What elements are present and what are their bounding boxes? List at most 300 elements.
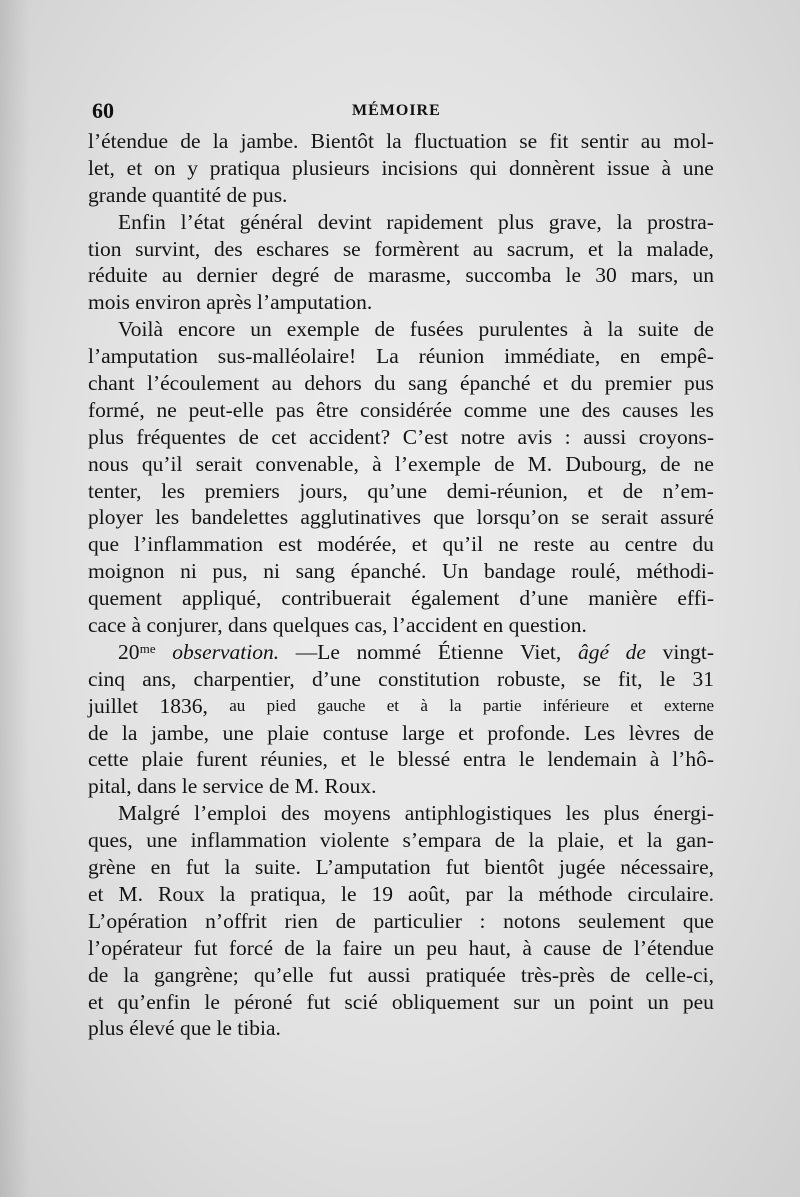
word: la [528,828,544,853]
word: bientôt [484,855,545,880]
word: épanché [459,371,531,396]
word: juillet [88,693,139,718]
word: cause [543,935,591,960]
word: succomba [465,263,552,288]
word: est [278,532,303,557]
word: de [693,720,714,745]
word: par [465,881,493,906]
word: après [206,290,252,315]
word: de [693,317,714,342]
word: que [88,532,120,557]
word: qu’elle [253,962,314,987]
word: à [649,747,660,772]
text-line [88,289,714,316]
word: l’état [180,209,225,234]
word: de [284,935,305,960]
word: peu [426,935,458,960]
word: des [213,236,243,261]
word: l’hô- [672,747,714,772]
text-line [88,962,714,989]
word: sang [408,371,448,396]
word: Un [442,559,469,584]
word: M. [527,451,553,476]
word: de [333,263,354,288]
word: particulier [373,908,462,933]
text-line [88,854,714,881]
word: let, [88,155,115,180]
word: plus [497,209,534,234]
word: mois [88,290,130,315]
word: lorsqu’on [476,505,559,530]
word: causes [622,397,679,422]
word: également [411,586,500,611]
word: la [224,855,240,880]
word: rien [284,908,318,933]
word: à [661,155,672,180]
word: et [587,478,604,503]
word: ni [263,559,280,584]
word: centre [624,532,678,557]
word: âgé [577,639,609,664]
word: le [518,747,535,772]
word: le [565,263,582,288]
word: pratiqua, [250,881,326,906]
word: fut [193,935,218,960]
word: une [682,155,714,180]
word: effi- [677,586,714,611]
word: lendemain [547,747,637,772]
word: quement [88,586,163,611]
word: au [589,532,610,557]
word: issue [606,155,650,180]
word: nécessaire, [620,855,714,880]
word: de [226,182,247,207]
word: au [640,129,662,153]
text-line [88,343,714,370]
word: le [204,989,220,1014]
word: scié [344,989,378,1014]
word: très-près [520,962,595,987]
word: appliqué, [181,586,262,611]
word: ployer [88,505,143,530]
word: blessé [397,747,451,772]
word: la [646,828,663,853]
word: à [522,935,532,960]
word: vingt- [662,639,714,664]
word: faire [342,935,383,960]
text-line [88,612,714,639]
word: fusées [409,317,464,342]
word: plus [88,424,124,449]
word: une [222,720,254,745]
word: exemple [286,317,360,342]
word: marasme, [368,263,452,288]
word: n’em- [662,478,714,503]
word: 30 [595,263,617,288]
word: chant [88,371,135,396]
word: de [609,962,631,987]
word: plusieurs [292,155,370,180]
word: empê- [660,344,714,369]
word: avis [517,424,553,449]
page-number: 60 [92,98,114,123]
word: les [565,801,590,826]
word: méthode [538,881,613,906]
word: 31 [692,666,714,691]
word: ans, [142,666,177,691]
text-line [88,155,714,182]
word: Dubourg, [565,451,647,476]
word: cace [88,613,127,638]
word: rapidement [386,209,484,234]
word: service [202,774,264,799]
word: comme [463,397,528,422]
word: fit, [618,666,643,691]
word: C’est [402,424,449,449]
word: grande [88,182,147,207]
word: réduite [88,263,148,288]
word: sacrum, [506,236,575,261]
word: cet [271,424,297,449]
word: que [179,1016,211,1041]
word: se [519,129,538,153]
word: entra [463,747,506,772]
word: : [479,908,486,933]
word: à [583,317,593,342]
text-line [88,908,714,935]
word: plus [603,801,640,826]
word: ques, [88,828,133,853]
word: le [216,1016,232,1041]
word: pus [684,371,714,396]
word: dehors [304,371,362,396]
word: agglutinatives [300,505,421,530]
word: considérée [360,397,452,422]
word: Viet, [520,639,562,664]
word: grave, [548,209,602,234]
word: de [660,451,681,476]
word: contribuerait [281,586,392,611]
word: pas [275,397,305,422]
word: partie [482,695,522,715]
word: le [659,666,676,691]
word: de [602,935,623,960]
word: bandelettes [191,505,289,530]
text-line [88,209,714,236]
word: : [564,424,571,449]
word: l’exemple [394,451,481,476]
word: du [692,532,714,557]
word: La [376,344,399,369]
word: pied [266,695,296,715]
word: un [553,989,576,1014]
word: être [316,397,349,422]
word: plaie, [557,828,605,853]
word: l’accident [392,613,478,638]
word: M. [118,881,144,906]
word: réunies, [260,747,328,772]
text-line [88,585,714,612]
word: M. [294,774,320,799]
word: lèvres [628,720,681,745]
word: notre [460,424,505,449]
word: s’empara [402,828,482,853]
word: d’une [519,586,569,611]
text-line [88,128,714,155]
word: tenter, [88,478,142,503]
word: plaie [141,747,184,772]
word: suite. [254,855,301,880]
word: pus, [212,559,248,584]
word: sur [513,989,540,1014]
word: de [180,129,201,153]
word: les [161,478,185,503]
word: pratiquée [425,962,506,987]
word: antiphlogistiques [404,801,552,826]
word: que [433,505,465,530]
word: aussi [583,424,627,449]
word: plus [88,1016,124,1041]
word: circulaire. [627,881,714,906]
word: de [238,424,259,449]
word: serait [601,505,648,530]
word: fut [445,855,470,880]
word: furent [196,747,248,772]
word: en [150,855,171,880]
word: sus-malléolaire! [217,344,357,369]
word: de [374,317,395,342]
word: de [625,639,646,664]
word: Bientôt [310,129,374,153]
word: plaie [267,720,310,745]
word: quantité [151,182,222,207]
text-line [88,693,714,720]
word: inflammation [190,828,307,853]
word: reste [533,532,575,557]
word: se [342,236,361,261]
word: cinq [88,666,126,691]
word: une [146,828,178,853]
word: violente [319,828,390,853]
word: en [620,344,641,369]
word: que [682,908,714,933]
word: au [229,695,246,715]
word: formé, [88,397,145,422]
word: de [335,908,356,933]
word: jambe. [240,129,299,153]
word: l’étendue [633,935,714,960]
text-line [88,182,714,209]
word: et [542,371,559,396]
word: aussi [367,962,411,987]
word: dernier [196,263,258,288]
word: jambe, [151,720,209,745]
word: on [153,155,176,180]
word: roulé, [571,559,621,584]
word: et [588,236,604,261]
word: L’amputation [315,855,431,880]
word: eschares [256,236,330,261]
word: la [315,935,332,960]
word: se [571,505,590,530]
word: large [402,720,445,745]
word: nommé [356,639,422,664]
text-line [88,262,714,289]
word: fut [306,989,331,1014]
word: degré [271,263,320,288]
word: de [88,962,109,987]
word: l’écoulement [147,371,260,396]
word: Les [584,720,616,745]
word: fut [185,855,210,880]
word: moignon [88,559,165,584]
word: contuse [322,720,389,745]
word: la [121,720,138,745]
word: fluctuation [413,129,508,153]
word: l’opérateur [88,935,183,960]
word: de [88,720,109,745]
word: en [482,613,504,638]
text-line [88,827,714,854]
text-line [88,531,714,558]
text-line [88,720,714,747]
word: tion [88,236,122,261]
word: un [250,317,272,342]
word: purulentes [478,317,569,342]
word: l’inflammation [134,532,264,557]
word: y [187,155,198,180]
word: question. [508,613,587,638]
word: quelques [272,613,350,638]
word: de [494,828,515,853]
word: 20ᵐᵉ [118,639,156,664]
word: et [340,747,357,772]
word: haut, [468,935,512,960]
word: au [271,371,292,396]
word: un [692,263,714,288]
word: d’une [311,666,361,691]
word: peu [682,989,714,1014]
word: premiers [204,478,280,503]
word: fut [328,962,353,987]
word: cette [88,747,129,772]
word: qu’il [141,451,183,476]
word: général [239,209,303,234]
word: formèrent [374,236,460,261]
word: une [538,397,570,422]
text-line [88,316,714,343]
word: et [630,695,643,715]
word: profonde. [487,720,571,745]
word: le [340,881,357,906]
word: convenable, [255,451,359,476]
text-line [88,666,714,693]
word: des [281,801,310,826]
word: ne [693,451,714,476]
word: environ [135,290,201,315]
word: méthodi- [636,559,714,584]
word: un [393,935,415,960]
word: Voilà [118,317,163,342]
word: jours, [299,478,348,503]
word: Malgré [118,801,181,826]
word: constitution [378,666,480,691]
word: le [369,747,385,772]
text-line [88,800,714,827]
word: de [622,478,643,503]
word: inférieure [542,695,609,715]
word: externe [663,695,714,715]
word: et [88,881,104,906]
word: immédiate, [504,344,601,369]
word: la [616,209,633,234]
word: août, [408,881,451,906]
word: 19 [371,881,394,906]
word: sang [295,559,336,584]
word: croyons- [638,424,714,449]
word: Roux [158,881,205,906]
word: du [570,371,593,396]
word: sentir [580,129,629,153]
word: observation. [172,639,280,664]
word: qu’il [442,532,484,557]
word: celle-ci, [645,962,714,987]
word: au [472,236,494,261]
word: et [386,695,400,715]
word: le [181,774,198,799]
word: épanché. [350,559,427,584]
text-line [88,397,714,424]
word: la [386,129,402,153]
word: réunion [418,344,485,369]
word: ne [498,532,519,557]
word: l’emploi [194,801,267,826]
word: demi-réunion, [446,478,568,503]
page-header [92,98,712,128]
text-line [88,989,714,1016]
text-line [88,1015,714,1042]
word: à [131,613,142,638]
word: dans [228,613,268,638]
word: et [88,989,104,1014]
word: et [617,828,634,853]
word: se [582,666,601,691]
word: dans [136,774,177,799]
word: et [126,155,143,180]
word: prostra- [647,209,714,234]
text-line [88,370,714,397]
word: devint [317,209,372,234]
word: des [581,397,611,422]
word: Étienne [437,639,504,664]
word: premier [604,371,672,396]
text-line [88,236,714,263]
word: ne [156,397,177,422]
word: l’amputation [88,344,198,369]
word: gauche [317,695,366,715]
word: la [219,881,236,906]
word: survint, [135,236,201,261]
word: L’opération [88,908,188,933]
word: donnèrent [508,155,595,180]
text-line [88,881,714,908]
word: du [374,371,396,396]
text-line [88,451,714,478]
word: manière [588,586,658,611]
word: pratiqua [209,155,281,180]
word: robuste, [496,666,566,691]
word: n’offrit [205,908,267,933]
